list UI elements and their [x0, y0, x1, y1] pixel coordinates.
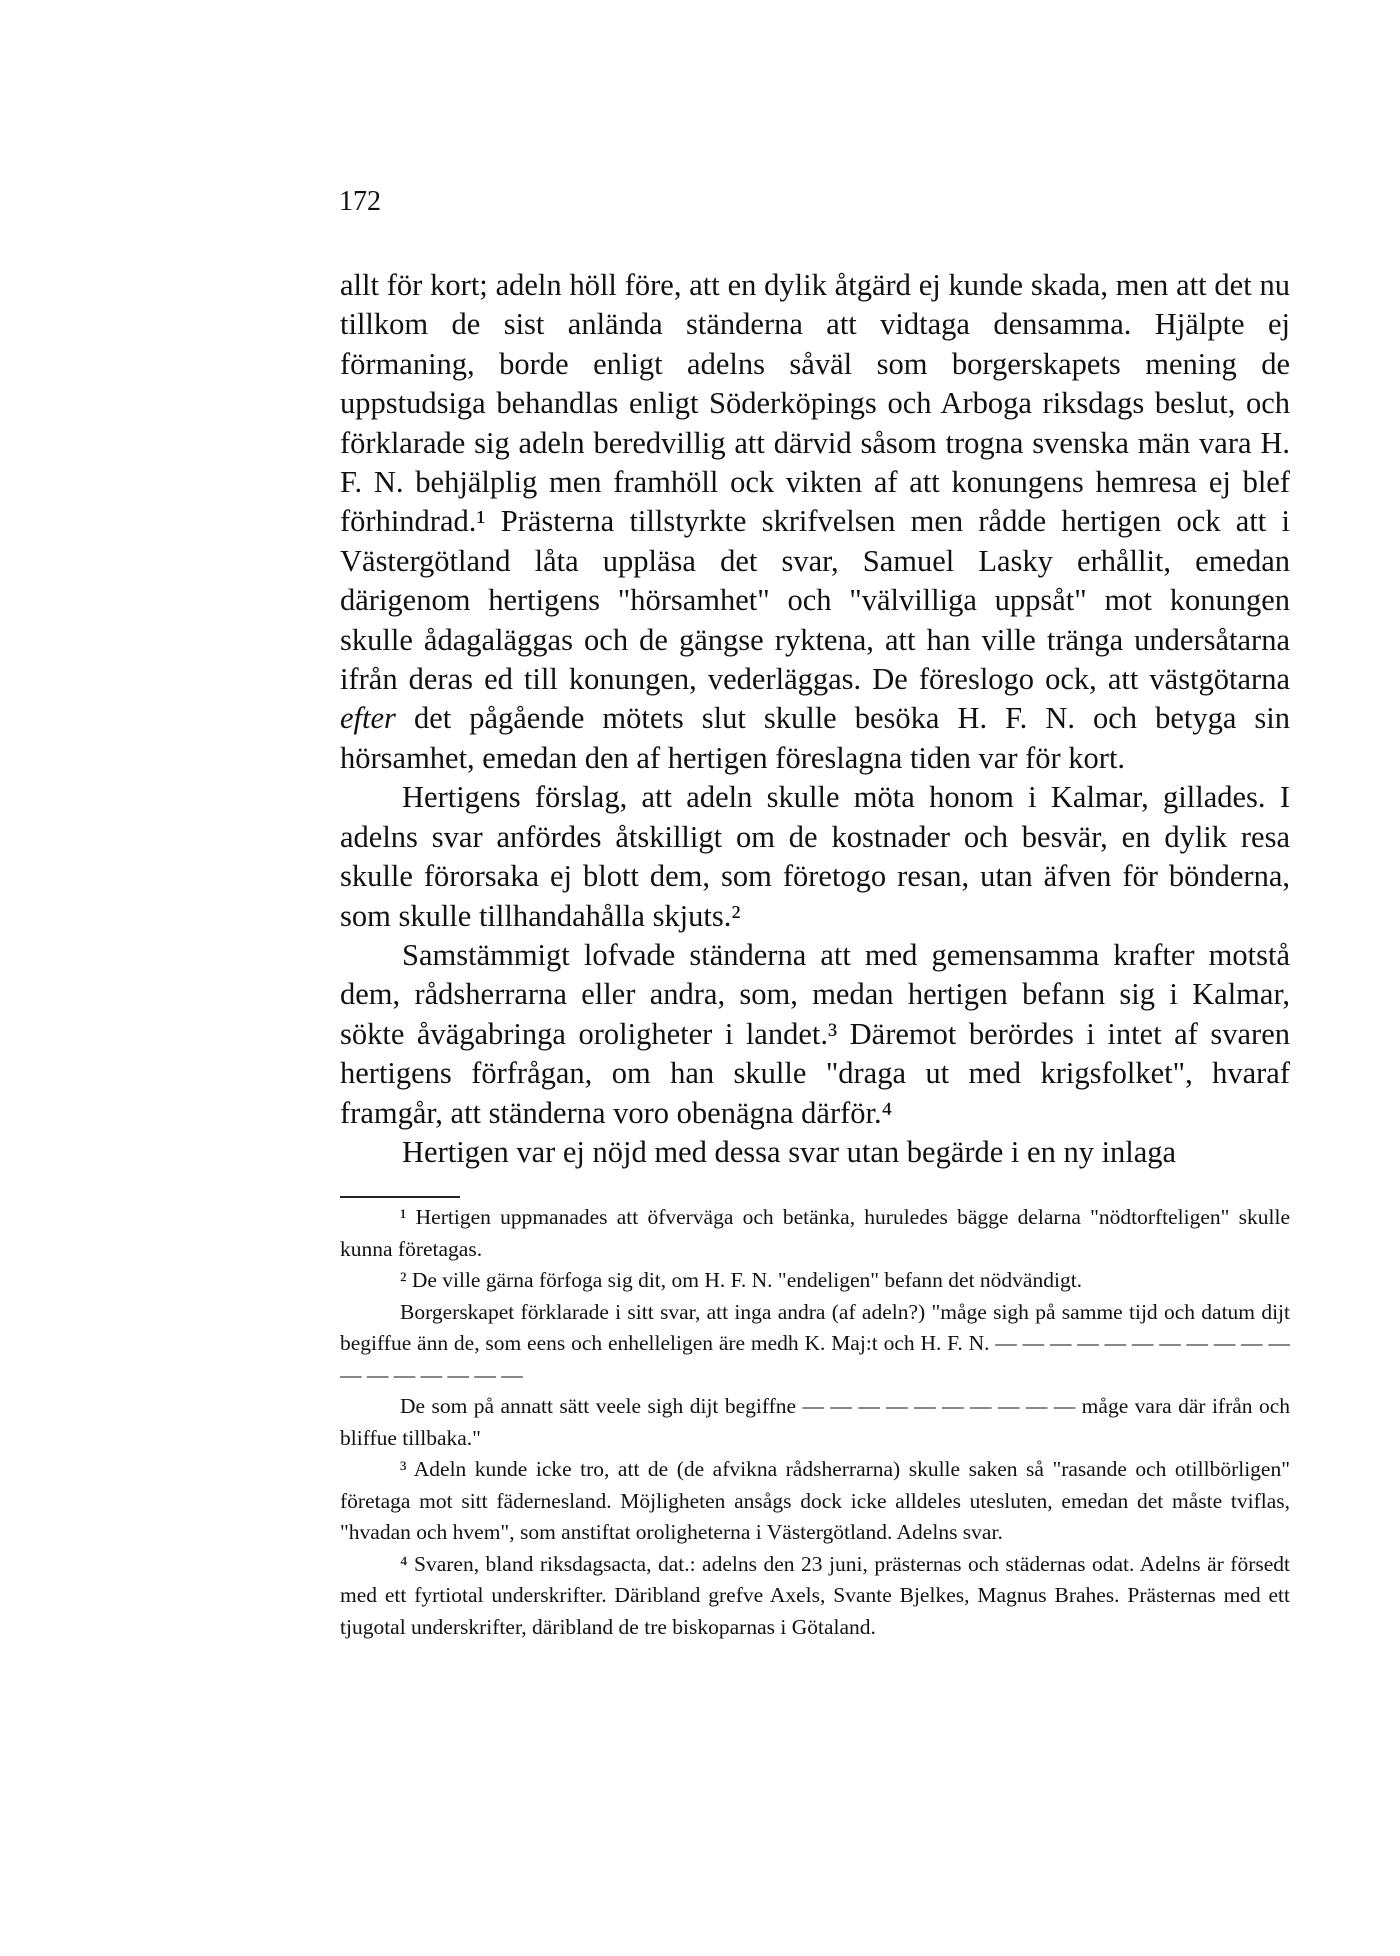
footnote-1: ¹ Hertigen uppmanades att öfverväga och betänka, huruledes bägge delarna "nödtorfteligen" skulle kunna företagas.	[340, 1205, 1290, 1261]
paragraph-2: Hertigens förslag, att adeln skulle möta honom i Kalmar, gillades. I adelns svar anfördes åtskilligt om de kostnader och besvär, en dylik resa skulle förorsaka ej blott dem, som företogo resan, utan äfven för bönderna, som skulle tillhandahålla skjuts.²	[340, 780, 1290, 933]
footnote-4: ⁴ Svaren, bland riksdagsacta, dat.: adelns den 23 juni, prästernas och städernas odat. Adelns är försedt med ett fyrtiotal underskrifter. Däribland grefve Axels, Svante Bjelkes, Magnus Brahes. Prästernas med ett tjugotal underskrifter, däribland de tre biskoparnas i Götaland.	[340, 1551, 1290, 1639]
footnote-separator	[340, 1196, 460, 1198]
footnote-2-continuation-b: De som på annatt sätt veele sigh dijt begiffne — — — — — — — — — — måge vara där ifrån och bliffue tillbaka."	[340, 1394, 1290, 1450]
footnote-3: ³ Adeln kunde icke tro, att de (de afvikna rådsherrarna) skulle saken så "rasande och otillbörligen" företaga mot sitt fädernesland. Möjligheten ansågs dock icke alldeles utesluten, emedan det måste tviflas, "hvadan och hvem", som anstiftat oroligheterna i Västergötland. Adelns svar.	[340, 1457, 1290, 1544]
footnote-2: ² De ville gärna förfoga sig dit, om H. F. N. "endeligen" befann det nödvändigt.	[400, 1268, 1083, 1292]
paragraph-1	[340, 266, 1290, 778]
paragraph-4: Hertigen var ej nöjd med dessa svar utan begärde i en ny inlaga	[402, 1134, 1177, 1169]
body-text	[340, 266, 1290, 1172]
footnotes	[340, 1196, 1290, 1643]
footnote-2-continuation-a: Borgerskapet förklarade i sitt svar, att inga andra (af adeln?) "måge sigh på samme tijd och datum dijt begiffue änn de, som eens och enhelleligen äre medh K. Maj:t och H. F. N. — — — — — — — — — — — — — — — — — —	[340, 1299, 1290, 1387]
paragraph-1-italic: efter	[340, 701, 396, 736]
page-number: 172	[339, 186, 381, 217]
paragraph-1-text: allt för kort; adeln höll före, att en dylik åtgärd ej kunde skada, men att det nu tillkom de sist anlända ständerna att vidtaga densamma. Hjälpte ej förmaning, borde enligt adelns såväl som borgerskapets mening de uppstudsiga behandlas enligt Söderköpings och Arboga riksdags beslut, och förklarade sig adeln beredvillig att därvid såsom trogna svenska män vara H. F. N. behjälplig men framhöll ock vikten af att konungens hemresa ej blef förhindrad.¹ Prästerna tillstyrkte skrifvelsen men rådde hertigen ock att i Västergötland låta uppläsa det svar, Samuel Lasky erhållit, emedan därigenom hertigens "hörsamhet" och "välvilliga uppsåt" mot konungen skulle ådagaläggas och de gängse ryktena, att han ville tränga undersåtarna ifrån deras ed till konungen, vederläggas. De föreslogo ock, att västgötarna	[340, 268, 1290, 697]
paragraph-3: Samstämmigt lofvade ständerna att med gemensamma krafter motstå dem, rådsherrarna eller andra, som, medan hertigen befann sig i Kalmar, sökte åvägabringa oroligheter i landet.³ Däremot berördes i intet af svaren hertigens förfrågan, om han skulle "draga ut med krigsfolket", hvaraf framgår, att ständerna voro obenägna därför.⁴	[340, 937, 1290, 1130]
paragraph-1-continuation: det pågående mötets slut skulle besöka H. F. N. och betyga sin hörsamhet, emedan den af hertigen föreslagna tiden var för kort.	[340, 701, 1290, 775]
